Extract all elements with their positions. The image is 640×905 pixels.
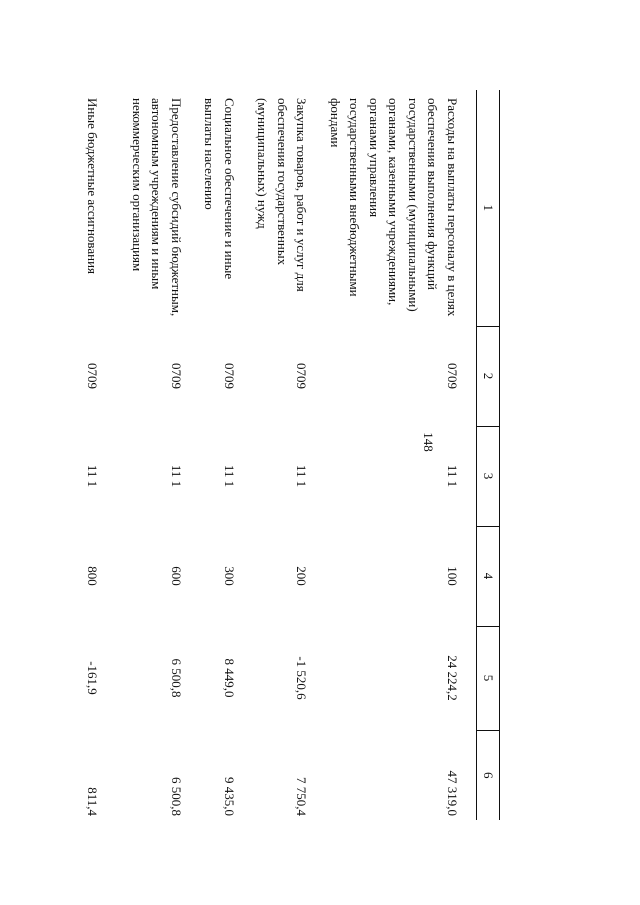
change-amount-cell: 24 224,2 <box>445 655 460 701</box>
budget-table <box>72 90 500 820</box>
row-name-cell: Расходы на выплаты персоналу в целях обеспечения выполнения функций государственными (муниципальными) органами, казенными учреждениями, органами управления государственными внебюджетными фондами <box>328 98 460 317</box>
total-amount-cell: 6 500,8 <box>169 777 184 816</box>
total-amount-cell: 811,4 <box>85 787 100 816</box>
table-row <box>253 90 326 820</box>
program-cell: 11 1 <box>445 464 460 488</box>
table-row <box>72 90 116 820</box>
column-header: 6 <box>477 730 500 820</box>
change-amount-cell: 6 500,8 <box>169 658 184 698</box>
program-cell: 11 1 <box>85 464 100 488</box>
row-name-cell: Закупка товаров, работ и услуг для обеспечения государственных (муниципальных) нужд <box>255 98 310 292</box>
change-amount-cell: 8 449,0 <box>222 658 237 698</box>
section-cell: 0709 <box>294 363 310 389</box>
expense-type-cell: 100 <box>445 566 460 586</box>
total-amount-cell: 9 435,0 <box>222 777 237 816</box>
rotated-table-container <box>56 90 500 820</box>
section-cell: 0709 <box>85 363 100 389</box>
table-row <box>200 90 253 820</box>
program-cell: 11 1 <box>294 464 310 488</box>
section-cell: 0709 <box>445 363 460 389</box>
column-header: 1 <box>477 90 500 326</box>
header-row <box>477 90 500 820</box>
change-amount-cell: -1 520,6 <box>294 656 310 700</box>
row-name-cell: Иные бюджетные ассигнования <box>85 98 100 275</box>
expense-type-cell: 300 <box>222 566 237 586</box>
program-cell: 11 1 <box>222 464 237 488</box>
table-row <box>326 90 477 820</box>
program-cell: 11 1 <box>169 464 184 488</box>
section-cell: 0709 <box>222 363 237 389</box>
row-name-cell: Предоставление субсидий бюджетным, автономным учреждениям и иным некоммерческим организациям <box>130 98 184 317</box>
expense-type-cell: 600 <box>169 566 184 586</box>
column-header: 2 <box>477 326 500 426</box>
row-name-cell: Социальное обеспечение и иные выплаты населению <box>202 98 237 280</box>
total-amount-cell: 47 319,0 <box>445 770 460 816</box>
section-cell: 0709 <box>169 363 184 389</box>
page-number: 148 <box>421 432 436 452</box>
change-amount-cell: -161,9 <box>85 661 100 695</box>
expense-type-cell: 200 <box>294 566 310 586</box>
column-header: 5 <box>477 626 500 730</box>
total-amount-cell: 7 750,4 <box>294 777 310 816</box>
expense-type-cell: 800 <box>85 566 100 586</box>
table-row <box>116 90 200 820</box>
column-header: 4 <box>477 526 500 626</box>
column-header: 3 <box>477 426 500 526</box>
